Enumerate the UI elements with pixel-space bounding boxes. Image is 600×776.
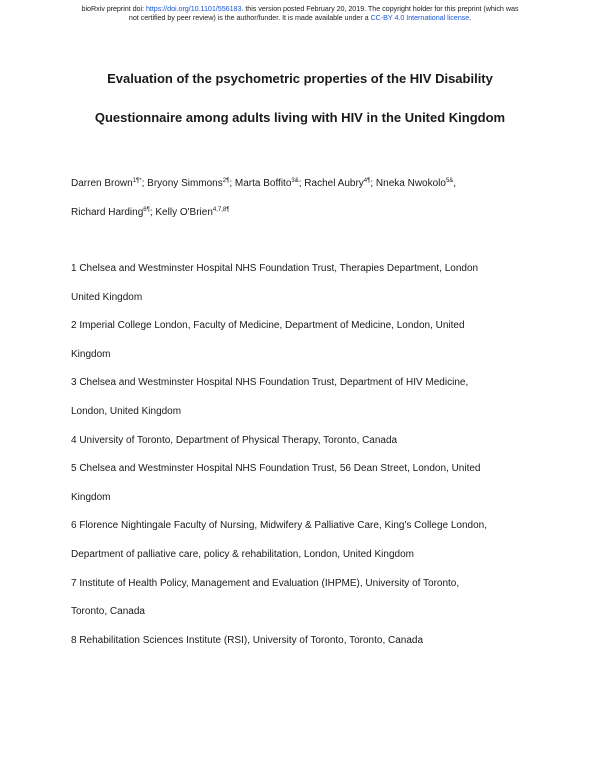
- author-affiliation-marker: 4,7,8¶: [212, 207, 230, 213]
- author-name: Marta Boffito: [234, 178, 292, 189]
- author-name: Richard Harding: [71, 207, 144, 218]
- author-affiliation-marker: 2¶: [222, 178, 230, 184]
- header-line-1: bioRxiv preprint doi: https://doi.org/10.1101/556183. this version posted February 20, 2019. The copyright holder for this preprint (which was: [81, 4, 519, 13]
- preprint-header: [0, 4, 600, 22]
- author-separator: ,: [453, 178, 457, 189]
- affiliation-line: 5 Chelsea and Westminster Hospital NHS Foundation Trust, 56 Dean Street, London, United: [71, 463, 481, 474]
- author-affiliation-marker: 4¶: [363, 178, 371, 184]
- author-affiliation-marker: 6¶: [143, 207, 150, 213]
- author-separator: ;: [370, 178, 376, 189]
- affiliation-line: United Kingdom: [71, 292, 143, 303]
- paper-title-line-2: Questionnaire among adults living with HIV in the United Kingdom: [94, 110, 506, 125]
- affiliation-line: 1 Chelsea and Westminster Hospital NHS Foundation Trust, Therapies Department, London: [71, 263, 479, 274]
- affiliation-line: 3 Chelsea and Westminster Hospital NHS Foundation Trust, Department of HIV Medicine,: [71, 377, 469, 388]
- affiliation-line: 8 Rehabilitation Sciences Institute (RSI), University of Toronto, Toronto, Canada: [71, 635, 424, 646]
- author-separator: ;: [298, 178, 305, 189]
- author-name: Bryony Simmons: [147, 178, 223, 189]
- author-name: Kelly O'Brien: [155, 207, 213, 218]
- author-name: Darren Brown: [71, 178, 133, 189]
- affiliation-line: Department of palliative care, policy & rehabilitation, London, United Kingdom: [71, 549, 414, 560]
- author-affiliation-marker: 1¶*: [132, 178, 142, 184]
- doi-link[interactable]: https://doi.org/10.1101/556183: [145, 4, 242, 13]
- affiliation-line: 4 University of Toronto, Department of Physical Therapy, Toronto, Canada: [71, 435, 398, 446]
- author-list-line-2: [71, 207, 229, 218]
- author-name: Nneka Nwokolo: [375, 178, 446, 189]
- affiliation-line: London, United Kingdom: [71, 406, 182, 417]
- author-affiliation-marker: 3&: [291, 178, 299, 184]
- paper-title-line-1: Evaluation of the psychometric properties of the HIV Disability: [107, 71, 493, 86]
- header-line-2: not certified by peer review) is the author/funder. It is made available under a CC-BY 4.0 International license.: [128, 13, 472, 22]
- author-affiliation-marker: 5&: [445, 178, 454, 184]
- affiliation-line: 7 Institute of Health Policy, Management and Evaluation (IHPME), University of Toronto,: [71, 578, 460, 589]
- affiliation-line: Toronto, Canada: [71, 606, 145, 617]
- author-separator: ;: [141, 178, 148, 189]
- affiliation-line: 2 Imperial College London, Faculty of Medicine, Department of Medicine, London, United: [71, 320, 465, 331]
- author-name: Rachel Aubry: [304, 178, 364, 189]
- license-link[interactable]: CC-BY 4.0 International license: [370, 13, 470, 22]
- affiliation-line: 6 Florence Nightingale Faculty of Nursing, Midwifery & Palliative Care, King's College London,: [71, 520, 488, 531]
- affiliation-line: Kingdom: [71, 349, 111, 360]
- affiliation-line: Kingdom: [71, 492, 111, 503]
- author-separator: ;: [229, 178, 235, 189]
- author-list-line-1: [71, 178, 456, 189]
- author-separator: ;: [149, 207, 156, 218]
